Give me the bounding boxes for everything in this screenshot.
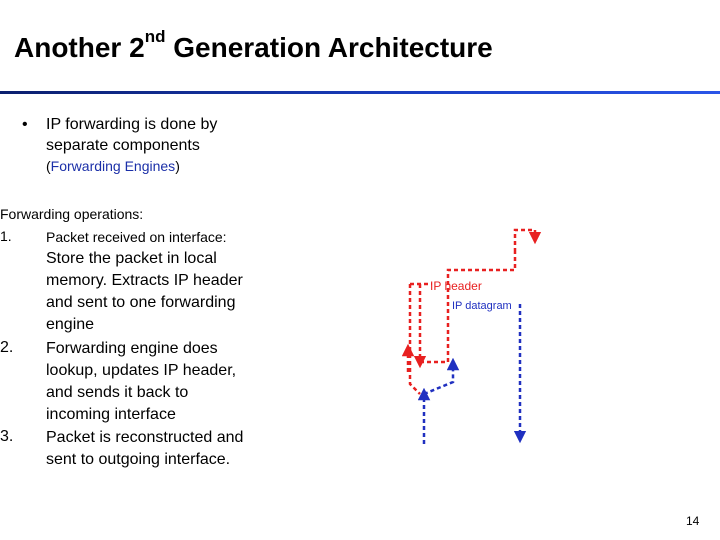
step-1-line: and sent to one forwarding	[46, 294, 236, 311]
ip-datagram-label: IP datagram	[452, 300, 512, 312]
step-3-text	[46, 427, 243, 471]
step-1-line: engine	[46, 316, 95, 333]
ip-header-path	[408, 230, 535, 394]
step-2-line: and sends it back to	[46, 384, 189, 401]
step-1-line: memory. Extracts IP header	[46, 272, 243, 289]
step-2-line: incoming interface	[46, 406, 176, 423]
title-part-2: Generation Architecture	[165, 32, 493, 63]
step-1-line: Store the packet in local	[46, 250, 217, 267]
step-3-line: sent to outgoing interface.	[46, 451, 231, 468]
step-3-number: 3.	[0, 428, 14, 445]
step-1-number: 1.	[0, 228, 12, 244]
title-divider	[0, 91, 720, 94]
bullet-text	[46, 114, 346, 177]
step-1-intro: Packet received on interface:	[46, 229, 227, 245]
step-2-line: lookup, updates IP header,	[46, 362, 237, 379]
forwarding-path-diagram	[398, 222, 548, 452]
slide-title	[14, 27, 493, 64]
ip-datagram-path	[424, 304, 520, 444]
paren-close: )	[175, 158, 180, 174]
bullet-marker: •	[22, 116, 28, 133]
bullet-line-3	[46, 156, 346, 177]
step-3-line: Packet is reconstructed and	[46, 429, 244, 446]
title-superscript: nd	[144, 27, 166, 46]
bullet-line-1: IP forwarding is done by	[46, 116, 218, 133]
ip-header-label: IP header	[430, 279, 482, 293]
operations-heading: Forwarding operations:	[0, 206, 144, 222]
step-1-text	[46, 248, 243, 336]
step-2-text	[46, 338, 236, 426]
step-2-line: Forwarding engine does	[46, 340, 218, 357]
step-2-number: 2.	[0, 339, 14, 356]
paren-open: (	[46, 158, 51, 174]
bullet-line-2: separate components	[46, 137, 200, 154]
title-part-1: Another 2	[14, 32, 145, 63]
page-number: 14	[686, 514, 700, 528]
forwarding-engines-highlight: Forwarding Engines	[50, 158, 176, 174]
